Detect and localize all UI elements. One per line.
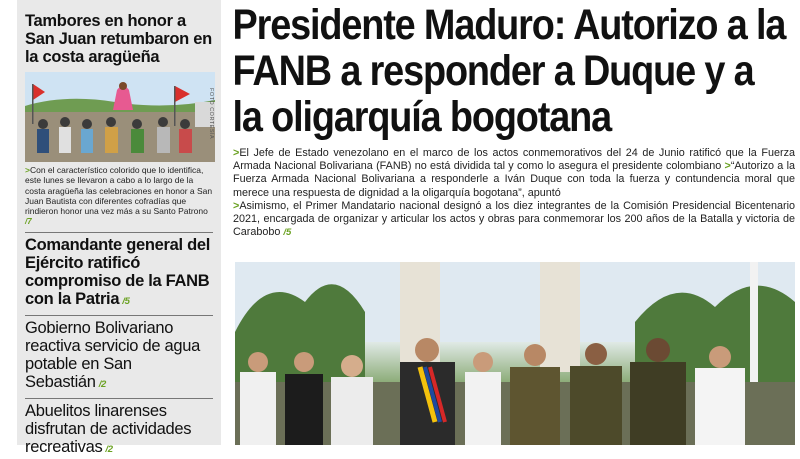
sidebar-story-abuelitos[interactable] [17, 402, 221, 459]
main-headline[interactable]: Presidente Maduro: Autorizo a la FANB a responder a Duque y a la oligarquía bogotana [232, 1, 786, 141]
story-headline[interactable]: Gobierno Bolivariano reactiva servicio de agua potable en San Sebastián [25, 318, 201, 391]
sidebar-caption [17, 165, 221, 228]
officials-illustration [235, 262, 795, 445]
story-headline[interactable]: Comandante general del Ejército ratificó compromiso de la FANB con la Patria [25, 235, 211, 308]
story-headline[interactable]: Tambores en honor a San Juan retumbaron en la costa aragüeña [25, 12, 212, 66]
story-headline[interactable]: Abuelitos linarenses disfrutan de actividades recreativas [25, 401, 192, 456]
page-ref[interactable]: /7 [25, 217, 32, 227]
lead-p3: Asimismo, el Primer Mandatario nacional designó a los diez integrantes de la Comisión Presidencial Bicentenario 2021, encargada de organizar y articular los actos y obras para conmemorar los 200 años de la Batalla y victoria de Carabobo [233, 199, 795, 239]
arrow-icon: > [724, 160, 731, 173]
arrow-icon: > [233, 199, 240, 212]
main-photo [235, 262, 795, 445]
divider [25, 232, 213, 233]
drummers-illustration [25, 72, 215, 162]
page-ref[interactable]: /2 [105, 443, 113, 455]
main-story [229, 0, 800, 445]
san-juan-photo [25, 72, 215, 162]
lead-p1: El Jefe de Estado venezolano en el marco de los actos conmemorativos del 24 de Junio ratificó que la Fuerza Armada Nacional Bolivariana (FANB) no está dividida tal y como lo asegura el presidente colombiano [233, 147, 795, 173]
divider [25, 398, 213, 399]
page-ref[interactable]: /5 [283, 227, 292, 239]
sidebar-story-comandante[interactable] [17, 236, 221, 311]
caption-text: Con el característico colorido que lo identifica, este lunes se llevaron a cabo a lo largo de la costa aragüeña las celebraciones en honor a San Juan Bautista con diferentes cofradías que rindieron honor una vez más a su Santo Patrono [25, 165, 213, 217]
page-ref[interactable]: /2 [98, 378, 107, 390]
lead-text [233, 147, 795, 239]
sidebar-story-san-juan[interactable] [17, 0, 221, 66]
arrow-icon: > [233, 147, 240, 159]
sidebar-story-agua[interactable] [17, 319, 221, 394]
divider [25, 315, 213, 316]
page-ref[interactable]: /5 [122, 295, 130, 307]
lead-p2: “Autorizo a la Fuerza Armada Nacional Bolivariana a responderle a Iván Duque con toda la fuerza y contundencia moral que merece una respuesta de dignidad a la oligarquía bogotana”, apuntó [233, 160, 795, 199]
arrow-icon: > [25, 165, 30, 175]
photo-credit: FOTO CORTESÍA [208, 88, 214, 140]
sidebar [17, 0, 221, 456]
